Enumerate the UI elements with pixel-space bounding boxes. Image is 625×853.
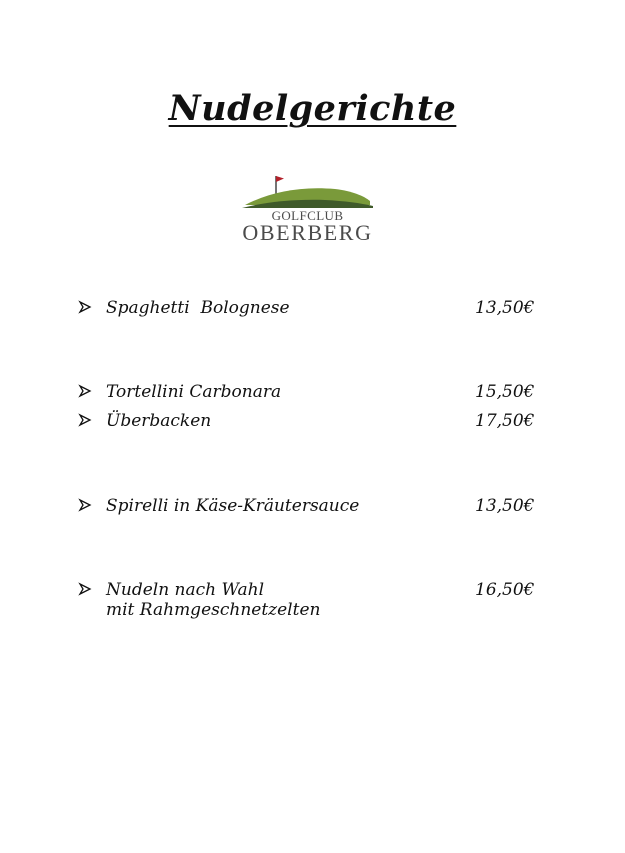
menu-item-price: 17,50€ bbox=[475, 411, 535, 431]
menu-item-price: 16,50€ bbox=[475, 580, 535, 600]
menu-item-subtitle: mit Rahmgeschnetzelten bbox=[106, 600, 321, 620]
menu-item-name: Spirelli in Käse-Kräutersauce bbox=[106, 496, 360, 516]
arrow-bullet-icon bbox=[78, 413, 92, 427]
menu-item bbox=[78, 382, 548, 406]
menu-item bbox=[78, 411, 548, 435]
golfclub-logo bbox=[240, 172, 375, 244]
golf-flag-icon bbox=[240, 172, 375, 212]
menu-item-price: 13,50€ bbox=[475, 298, 535, 318]
menu-item-name: Tortellini Carbonara bbox=[106, 382, 282, 402]
logo-line-oberberg: OBERBERG bbox=[242, 220, 373, 245]
arrow-bullet-icon bbox=[78, 300, 92, 314]
arrow-bullet-icon bbox=[78, 498, 92, 512]
menu-item bbox=[78, 298, 548, 322]
logo-line-golfclub: GOLFCLUB bbox=[271, 208, 344, 223]
menu-item-name: Spaghetti Bolognese bbox=[106, 298, 290, 318]
arrow-bullet-icon bbox=[78, 384, 92, 398]
menu-item-name: Überbacken bbox=[106, 411, 212, 431]
menu-item-price: 15,50€ bbox=[475, 382, 535, 402]
menu-item-price: 13,50€ bbox=[475, 496, 535, 516]
menu-item-name: Nudeln nach Wahl bbox=[106, 580, 265, 600]
arrow-bullet-icon bbox=[78, 582, 92, 596]
menu-item bbox=[78, 496, 548, 520]
page-title: Nudelgerichte bbox=[168, 88, 457, 129]
menu-item bbox=[78, 580, 548, 628]
